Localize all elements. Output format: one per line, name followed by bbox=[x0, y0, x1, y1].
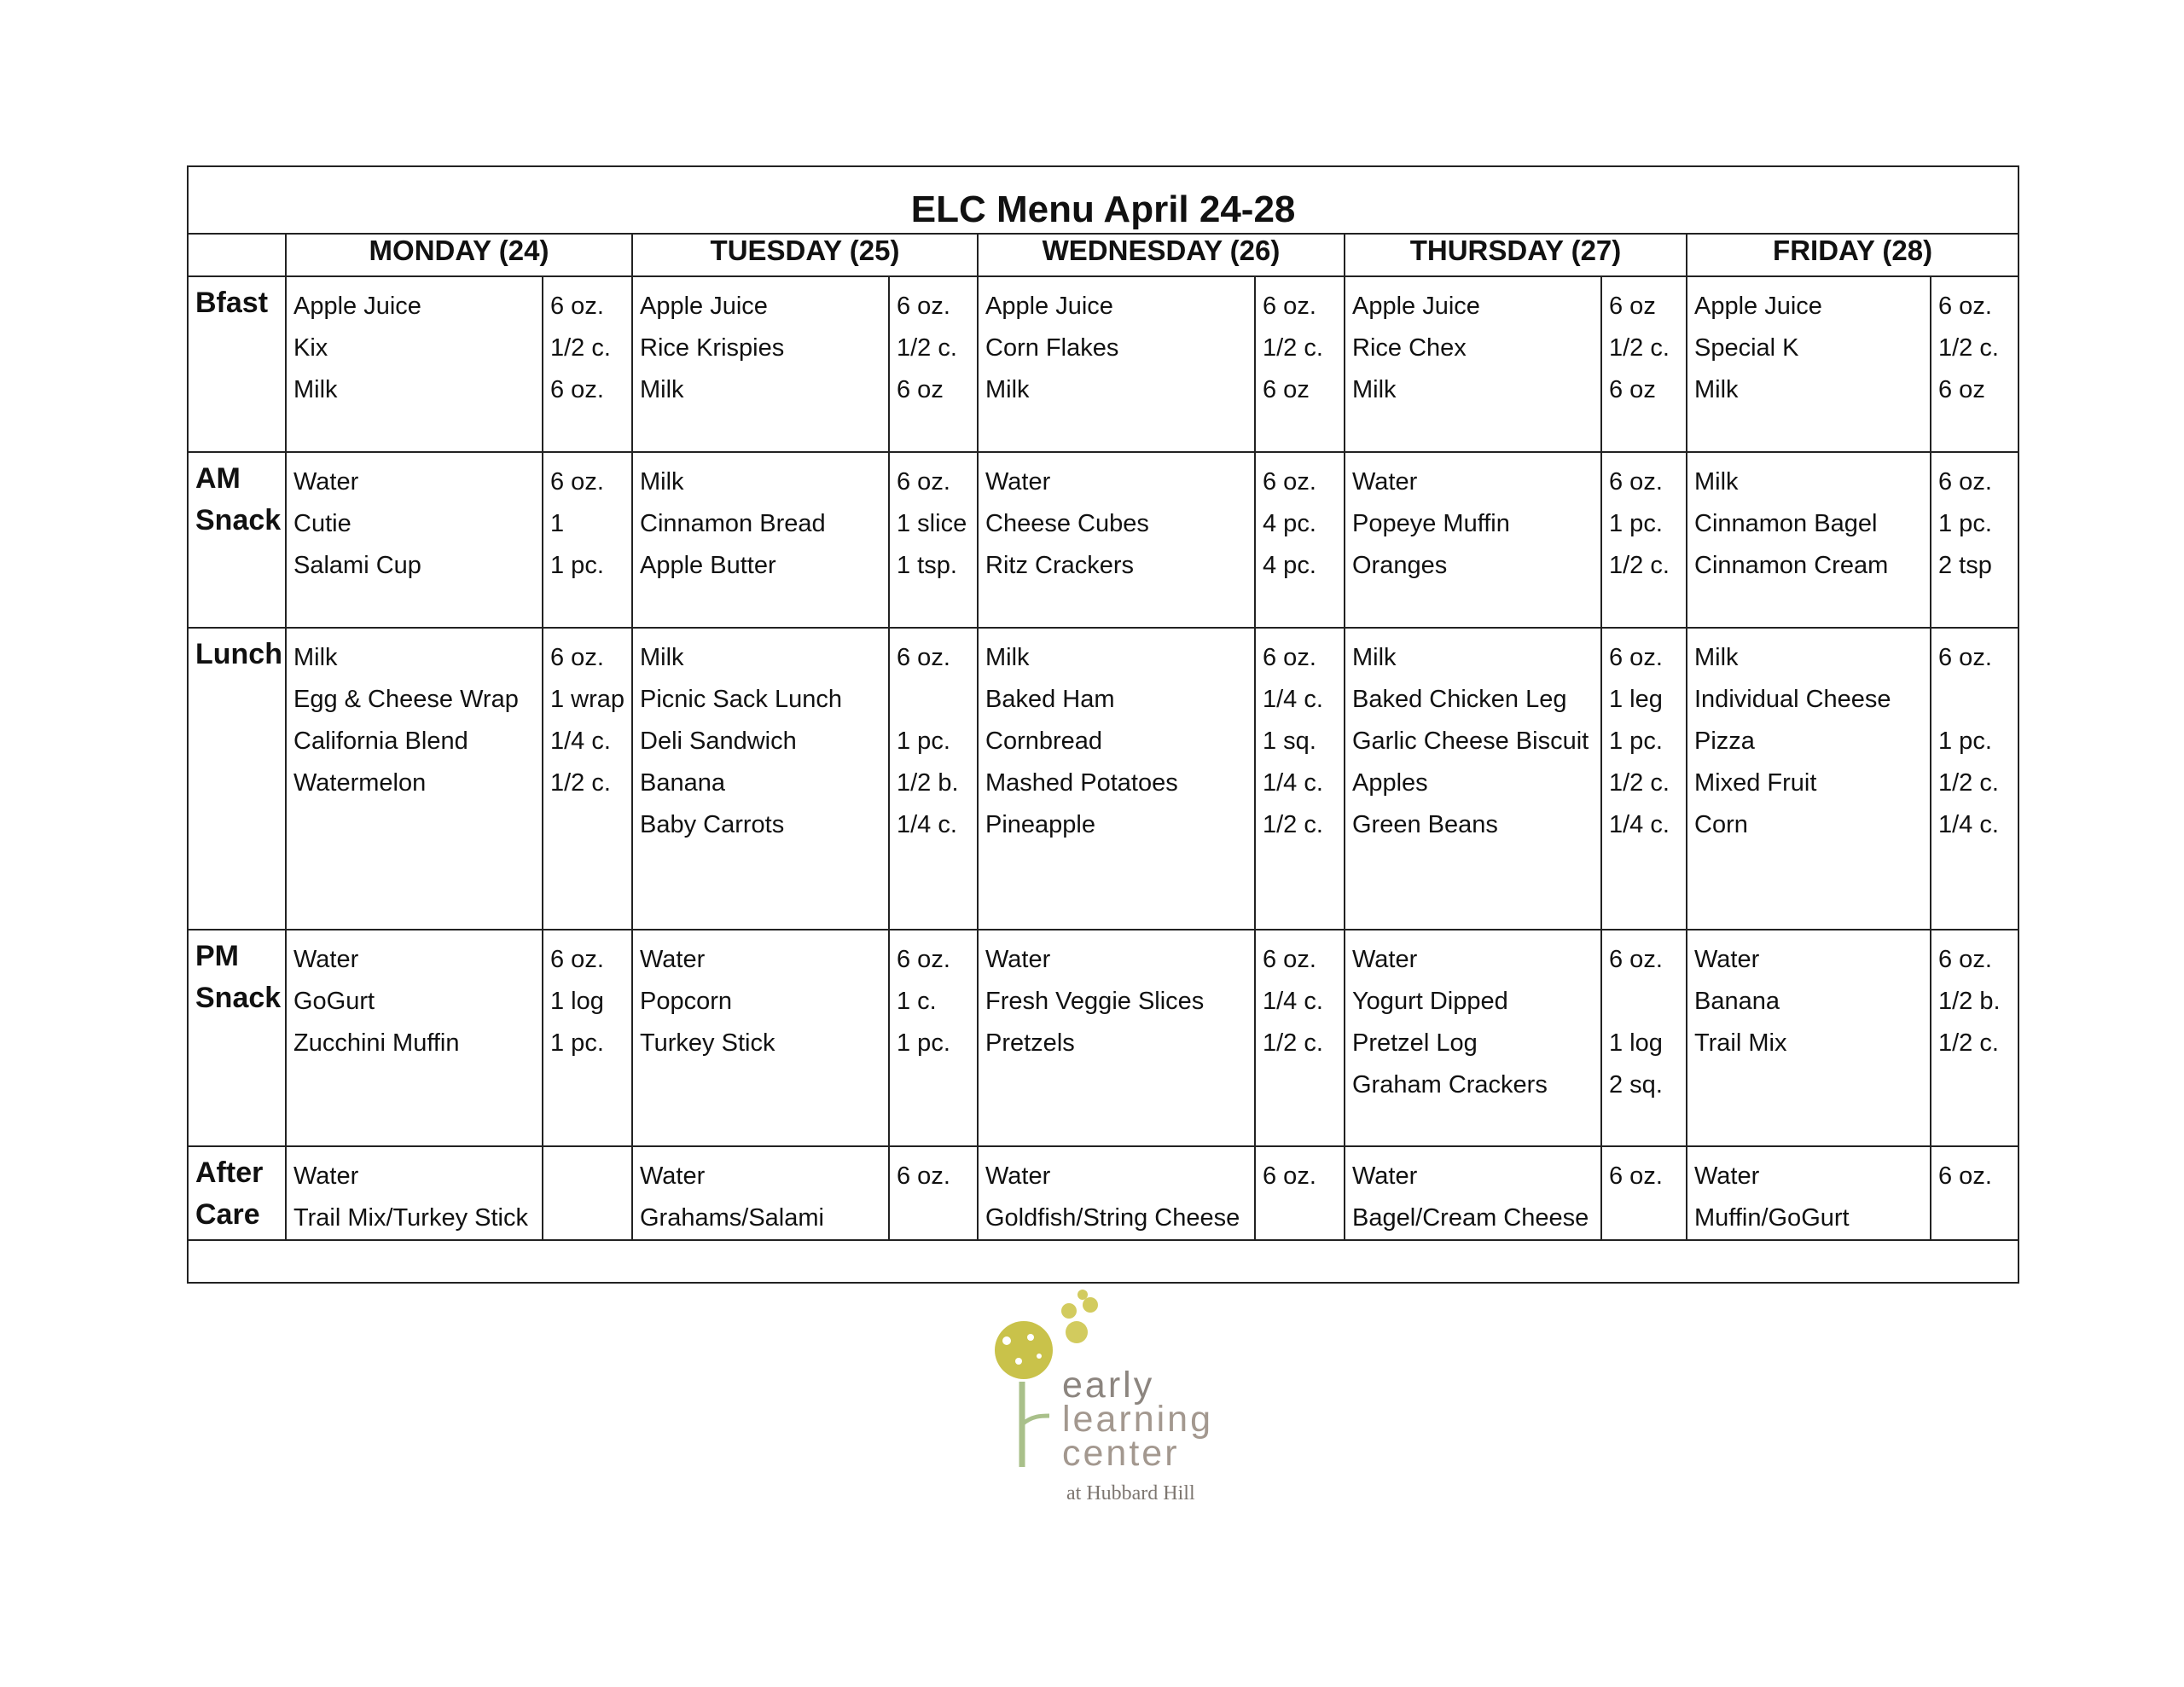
menu-qty: 1/2 c. bbox=[1263, 334, 1323, 362]
menu-qty bbox=[897, 679, 977, 721]
menu-item: Muffin/GoGurt bbox=[1694, 1204, 1850, 1232]
menu-item: Water bbox=[1352, 468, 1418, 496]
qty-cell-friday bbox=[1931, 628, 2018, 930]
meal-label-text: Snack bbox=[195, 504, 282, 536]
menu-qty: 2 sq. bbox=[1609, 1071, 1663, 1099]
menu-item: Water bbox=[985, 468, 1051, 496]
meal-label-text: Care bbox=[195, 1198, 260, 1231]
menu-title: ELC Menu April 24-28 bbox=[910, 188, 1296, 230]
day-header-wednesday: WEDNESDAY (26) bbox=[978, 234, 1345, 276]
menu-item: Grahams/Salami bbox=[640, 1204, 824, 1232]
menu-item: Water bbox=[1352, 946, 1418, 973]
menu-qty: 1/4 c. bbox=[1263, 769, 1323, 797]
items-cell-tuesday bbox=[632, 452, 889, 628]
qty-cell-thursday bbox=[1601, 452, 1687, 628]
menu-item: Milk bbox=[1352, 644, 1397, 671]
menu-item: Cornbread bbox=[985, 728, 1103, 755]
menu-item: Water bbox=[640, 1162, 706, 1190]
menu-item: Baby Carrots bbox=[640, 811, 785, 838]
items-cell-thursday bbox=[1345, 452, 1601, 628]
day-header-friday: FRIDAY (28) bbox=[1687, 234, 2018, 276]
menu-qty: 1 pc. bbox=[1938, 510, 1992, 537]
flower-logo-icon bbox=[981, 1288, 1237, 1510]
items-cell-monday bbox=[286, 930, 543, 1146]
menu-item: Popeye Muffin bbox=[1352, 510, 1510, 537]
meal-label-cell bbox=[188, 930, 286, 1146]
menu-qty: 6 oz. bbox=[1609, 946, 1663, 973]
menu-item: Milk bbox=[293, 644, 338, 671]
menu-qty: 6 oz. bbox=[1938, 293, 1992, 320]
logo-subtitle: at Hubbard Hill bbox=[1066, 1482, 1195, 1504]
items-cell-friday bbox=[1687, 930, 1931, 1146]
menu-qty: 6 oz. bbox=[1938, 946, 1992, 973]
menu-item: Egg & Cheese Wrap bbox=[293, 686, 519, 713]
menu-item: Special K bbox=[1694, 334, 1799, 362]
menu-qty: 1/2 c. bbox=[1609, 334, 1670, 362]
meal-row bbox=[188, 1146, 2018, 1240]
menu-item: Banana bbox=[1694, 988, 1780, 1015]
menu-item: Milk bbox=[293, 376, 338, 403]
menu-item: Milk bbox=[1352, 376, 1397, 403]
menu-item: Picnic Sack Lunch bbox=[640, 686, 842, 713]
menu-qty: 6 oz. bbox=[550, 946, 604, 973]
menu-qty bbox=[1938, 679, 2018, 721]
menu-item: Popcorn bbox=[640, 988, 733, 1015]
meal-label-cell bbox=[188, 1146, 286, 1240]
menu-qty: 6 oz. bbox=[897, 293, 950, 320]
menu-item: Water bbox=[985, 946, 1051, 973]
menu-qty: 6 oz. bbox=[1263, 468, 1316, 496]
qty-cell-tuesday bbox=[889, 930, 978, 1146]
menu-item: Milk bbox=[1694, 644, 1739, 671]
menu-qty: 6 oz. bbox=[550, 468, 604, 496]
menu-item: Cheese Cubes bbox=[985, 510, 1149, 537]
menu-qty: 1/4 c. bbox=[1609, 811, 1670, 838]
items-cell-monday bbox=[286, 628, 543, 930]
menu-qty: 1 c. bbox=[897, 988, 937, 1015]
qty-cell-monday bbox=[543, 930, 632, 1146]
menu-item: Rice Krispies bbox=[640, 334, 785, 362]
qty-cell-tuesday bbox=[889, 452, 978, 628]
menu-qty: 6 oz. bbox=[1263, 293, 1316, 320]
meal-label-cell bbox=[188, 628, 286, 930]
menu-qty: 6 oz. bbox=[897, 468, 950, 496]
menu-item: Green Beans bbox=[1352, 811, 1498, 838]
menu-table bbox=[187, 165, 2019, 1284]
menu-item: Apple Juice bbox=[1694, 293, 1822, 320]
menu-qty bbox=[550, 1156, 631, 1197]
items-cell-monday bbox=[286, 452, 543, 628]
qty-cell-wednesday bbox=[1255, 1146, 1345, 1240]
meal-label-text: PM bbox=[195, 940, 239, 972]
menu-qty: 6 oz. bbox=[897, 946, 950, 973]
items-cell-wednesday bbox=[978, 276, 1255, 452]
menu-item: Water bbox=[1694, 946, 1760, 973]
menu-item: Goldfish/String Cheese bbox=[985, 1204, 1240, 1232]
elc-logo bbox=[981, 1288, 1237, 1510]
menu-qty: 1/2 c. bbox=[1263, 811, 1323, 838]
items-cell-tuesday bbox=[632, 930, 889, 1146]
menu-qty: 6 oz. bbox=[550, 293, 604, 320]
qty-cell-wednesday bbox=[1255, 930, 1345, 1146]
logo-line3: center bbox=[1062, 1433, 1180, 1474]
menu-qty bbox=[1609, 981, 1686, 1023]
menu-qty: 1/2 c. bbox=[897, 334, 957, 362]
menu-item: Ritz Crackers bbox=[985, 552, 1135, 579]
blank-footer-cell bbox=[188, 1240, 2018, 1283]
menu-qty: 6 oz. bbox=[1609, 644, 1663, 671]
menu-qty: 4 pc. bbox=[1263, 510, 1316, 537]
items-cell-tuesday bbox=[632, 276, 889, 452]
items-cell-thursday bbox=[1345, 1146, 1601, 1240]
menu-item: Water bbox=[1352, 1162, 1418, 1190]
meal-label-cell bbox=[188, 276, 286, 452]
qty-cell-monday bbox=[543, 276, 632, 452]
menu-item: Cinnamon Bagel bbox=[1694, 510, 1878, 537]
meal-label-text: Snack bbox=[195, 982, 282, 1014]
meal-label-cell bbox=[188, 452, 286, 628]
qty-cell-friday bbox=[1931, 276, 2018, 452]
menu-item: Water bbox=[293, 946, 359, 973]
menu-item: Apple Butter bbox=[640, 552, 776, 579]
header-corner bbox=[188, 234, 286, 276]
menu-qty: 6 oz. bbox=[550, 376, 604, 403]
menu-qty: 1/2 b. bbox=[1938, 988, 2001, 1015]
menu-item: Milk bbox=[1694, 468, 1739, 496]
menu-item: Water bbox=[293, 468, 359, 496]
qty-cell-friday bbox=[1931, 452, 2018, 628]
qty-cell-friday bbox=[1931, 930, 2018, 1146]
menu-item: Corn bbox=[1694, 811, 1748, 838]
menu-qty: 1 slice bbox=[897, 510, 967, 537]
menu-item: Water bbox=[640, 946, 706, 973]
qty-cell-tuesday bbox=[889, 628, 978, 930]
menu-qty: 4 pc. bbox=[1263, 552, 1316, 579]
menu-qty: 1/2 c. bbox=[1938, 334, 1999, 362]
menu-qty: 2 tsp bbox=[1938, 552, 1992, 579]
menu-qty: 6 oz. bbox=[897, 1162, 950, 1190]
menu-item: Kix bbox=[293, 334, 328, 362]
menu-item: Water bbox=[293, 1162, 359, 1190]
menu-item: California Blend bbox=[293, 728, 468, 755]
menu-qty: 1 pc. bbox=[1609, 728, 1663, 755]
menu-qty bbox=[1263, 1197, 1344, 1239]
menu-qty: 1/2 c. bbox=[1938, 769, 1999, 797]
menu-item: Banana bbox=[640, 769, 725, 797]
items-cell-wednesday bbox=[978, 452, 1255, 628]
qty-cell-wednesday bbox=[1255, 628, 1345, 930]
menu-qty: 6 oz. bbox=[1938, 1162, 1992, 1190]
menu-qty: 6 oz bbox=[897, 376, 944, 403]
menu-qty: 6 oz. bbox=[550, 644, 604, 671]
menu-item: Milk bbox=[640, 644, 684, 671]
menu-qty: 1/2 c. bbox=[1938, 1029, 1999, 1057]
items-cell-tuesday bbox=[632, 1146, 889, 1240]
menu-qty: 1/2 c. bbox=[1609, 769, 1670, 797]
menu-item: Corn Flakes bbox=[985, 334, 1119, 362]
meal-label-text: Lunch bbox=[195, 638, 282, 670]
menu-qty: 1 tsp. bbox=[897, 552, 957, 579]
menu-qty: 1 pc. bbox=[897, 1029, 950, 1057]
menu-item: Baked Ham bbox=[985, 686, 1115, 713]
menu-qty: 6 oz. bbox=[1609, 1162, 1663, 1190]
menu-qty: 1/4 c. bbox=[1263, 988, 1323, 1015]
qty-cell-thursday bbox=[1601, 1146, 1687, 1240]
blank-footer-row bbox=[188, 1240, 2018, 1283]
menu-item: Trail Mix/Turkey Stick bbox=[293, 1204, 528, 1232]
day-header-tuesday: TUESDAY (25) bbox=[632, 234, 978, 276]
menu-item: Watermelon bbox=[293, 769, 427, 797]
day-header-monday: MONDAY (24) bbox=[286, 234, 632, 276]
items-cell-friday bbox=[1687, 1146, 1931, 1240]
items-cell-wednesday bbox=[978, 628, 1255, 930]
menu-item: Graham Crackers bbox=[1352, 1071, 1548, 1099]
menu-item: Pretzel Log bbox=[1352, 1029, 1478, 1057]
logo-line1: early bbox=[1062, 1365, 1155, 1406]
menu-qty: 6 oz. bbox=[1609, 468, 1663, 496]
items-cell-wednesday bbox=[978, 930, 1255, 1146]
meal-label-text: After bbox=[195, 1157, 264, 1189]
menu-item: Trail Mix bbox=[1694, 1029, 1787, 1057]
menu-qty: 1/4 c. bbox=[1263, 686, 1323, 713]
menu-item: Milk bbox=[640, 468, 684, 496]
menu-item: Apple Juice bbox=[293, 293, 421, 320]
meal-row bbox=[188, 930, 2018, 1146]
qty-cell-monday bbox=[543, 1146, 632, 1240]
qty-cell-monday bbox=[543, 628, 632, 930]
menu-qty: 1 pc. bbox=[1609, 510, 1663, 537]
menu-qty: 1/4 c. bbox=[1938, 811, 1999, 838]
menu-qty: 1/2 c. bbox=[550, 334, 611, 362]
menu-qty: 1 wrap bbox=[550, 686, 625, 713]
menu-item: Bagel/Cream Cheese bbox=[1352, 1204, 1589, 1232]
menu-item: Mixed Fruit bbox=[1694, 769, 1817, 797]
day-header-thursday: THURSDAY (27) bbox=[1345, 234, 1687, 276]
items-cell-thursday bbox=[1345, 930, 1601, 1146]
meal-row bbox=[188, 452, 2018, 628]
menu-item: Milk bbox=[985, 376, 1030, 403]
menu-qty bbox=[897, 1197, 977, 1239]
menu-item: Apple Juice bbox=[1352, 293, 1480, 320]
flower-leaf bbox=[1022, 1416, 1049, 1424]
menu-qty: 1 pc. bbox=[1938, 728, 1992, 755]
menu-qty: 6 oz bbox=[1263, 376, 1310, 403]
menu-qty: 1 sq. bbox=[1263, 728, 1316, 755]
menu-item: Milk bbox=[985, 644, 1030, 671]
menu-item: Salami Cup bbox=[293, 552, 421, 579]
menu-item: Apples bbox=[1352, 769, 1428, 797]
menu-item: Turkey Stick bbox=[640, 1029, 775, 1057]
meal-label-text: AM bbox=[195, 462, 241, 495]
menu-qty: 1 pc. bbox=[897, 728, 950, 755]
menu-item: Milk bbox=[1694, 376, 1739, 403]
menu-title-cell bbox=[188, 166, 2018, 234]
menu-qty: 6 oz. bbox=[897, 644, 950, 671]
menu-qty: 1/2 c. bbox=[1263, 1029, 1323, 1057]
menu-item: Apple Juice bbox=[985, 293, 1113, 320]
items-cell-thursday bbox=[1345, 276, 1601, 452]
qty-cell-wednesday bbox=[1255, 452, 1345, 628]
menu-qty: 1/2 c. bbox=[1609, 552, 1670, 579]
day-header-row bbox=[188, 234, 2018, 276]
menu-qty: 6 oz bbox=[1609, 293, 1656, 320]
menu-qty bbox=[550, 1197, 631, 1239]
items-cell-thursday bbox=[1345, 628, 1601, 930]
qty-cell-thursday bbox=[1601, 276, 1687, 452]
menu-qty: 1 log bbox=[1609, 1029, 1663, 1057]
meal-row bbox=[188, 276, 2018, 452]
menu-qty: 1 pc. bbox=[550, 1029, 604, 1057]
qty-cell-thursday bbox=[1601, 628, 1687, 930]
items-cell-friday bbox=[1687, 276, 1931, 452]
items-cell-friday bbox=[1687, 628, 1931, 930]
menu-qty: 1/2 c. bbox=[550, 769, 611, 797]
menu-item: Cinnamon Bread bbox=[640, 510, 826, 537]
menu-item: Milk bbox=[640, 376, 684, 403]
menu-qty: 1 bbox=[550, 510, 565, 537]
menu-qty: 6 oz bbox=[1938, 376, 1985, 403]
logo-line2: learning bbox=[1062, 1399, 1213, 1440]
menu-qty: 1/4 c. bbox=[550, 728, 611, 755]
menu-item: GoGurt bbox=[293, 988, 375, 1015]
items-cell-monday bbox=[286, 1146, 543, 1240]
menu-item: Fresh Veggie Slices bbox=[985, 988, 1205, 1015]
menu-qty: 6 oz. bbox=[1263, 946, 1316, 973]
menu-item: Cinnamon Cream bbox=[1694, 552, 1889, 579]
menu-item: Zucchini Muffin bbox=[293, 1029, 460, 1057]
menu-item: Garlic Cheese Biscuit bbox=[1352, 728, 1589, 755]
menu-qty: 6 oz bbox=[1609, 376, 1656, 403]
menu-qty: 6 oz. bbox=[1263, 1162, 1316, 1190]
meal-rows bbox=[188, 276, 2018, 1240]
menu-item: Oranges bbox=[1352, 552, 1448, 579]
qty-cell-tuesday bbox=[889, 1146, 978, 1240]
menu-qty: 1/4 c. bbox=[897, 811, 957, 838]
menu-item: Pineapple bbox=[985, 811, 1095, 838]
items-cell-friday bbox=[1687, 452, 1931, 628]
menu-item: Apple Juice bbox=[640, 293, 768, 320]
menu-qty bbox=[1938, 1197, 2018, 1239]
qty-cell-wednesday bbox=[1255, 276, 1345, 452]
menu-item: Rice Chex bbox=[1352, 334, 1467, 362]
menu-qty bbox=[1609, 1197, 1686, 1239]
menu-qty: 1/2 b. bbox=[897, 769, 959, 797]
menu-qty: 6 oz. bbox=[1263, 644, 1316, 671]
menu-item: Pizza bbox=[1694, 728, 1755, 755]
menu-item: Pretzels bbox=[985, 1029, 1075, 1057]
menu-item: Water bbox=[1694, 1162, 1760, 1190]
menu-item: Water bbox=[985, 1162, 1051, 1190]
menu-qty: 6 oz. bbox=[1938, 468, 1992, 496]
menu-qty: 1 leg bbox=[1609, 686, 1663, 713]
menu-qty: 1 log bbox=[550, 988, 604, 1015]
menu-item: Yogurt Dipped bbox=[1352, 988, 1508, 1015]
qty-cell-thursday bbox=[1601, 930, 1687, 1146]
qty-cell-monday bbox=[543, 452, 632, 628]
menu-qty: 1 pc. bbox=[550, 552, 604, 579]
menu-item: Deli Sandwich bbox=[640, 728, 797, 755]
qty-cell-tuesday bbox=[889, 276, 978, 452]
meal-row bbox=[188, 628, 2018, 930]
items-cell-tuesday bbox=[632, 628, 889, 930]
qty-cell-friday bbox=[1931, 1146, 2018, 1240]
menu-item: Mashed Potatoes bbox=[985, 769, 1178, 797]
menu-item: Cutie bbox=[293, 510, 351, 537]
items-cell-monday bbox=[286, 276, 543, 452]
meal-label-text: Bfast bbox=[195, 287, 269, 319]
menu-item: Baked Chicken Leg bbox=[1352, 686, 1567, 713]
items-cell-wednesday bbox=[978, 1146, 1255, 1240]
menu-qty: 6 oz. bbox=[1938, 644, 1992, 671]
menu-item: Individual Cheese bbox=[1694, 686, 1891, 713]
